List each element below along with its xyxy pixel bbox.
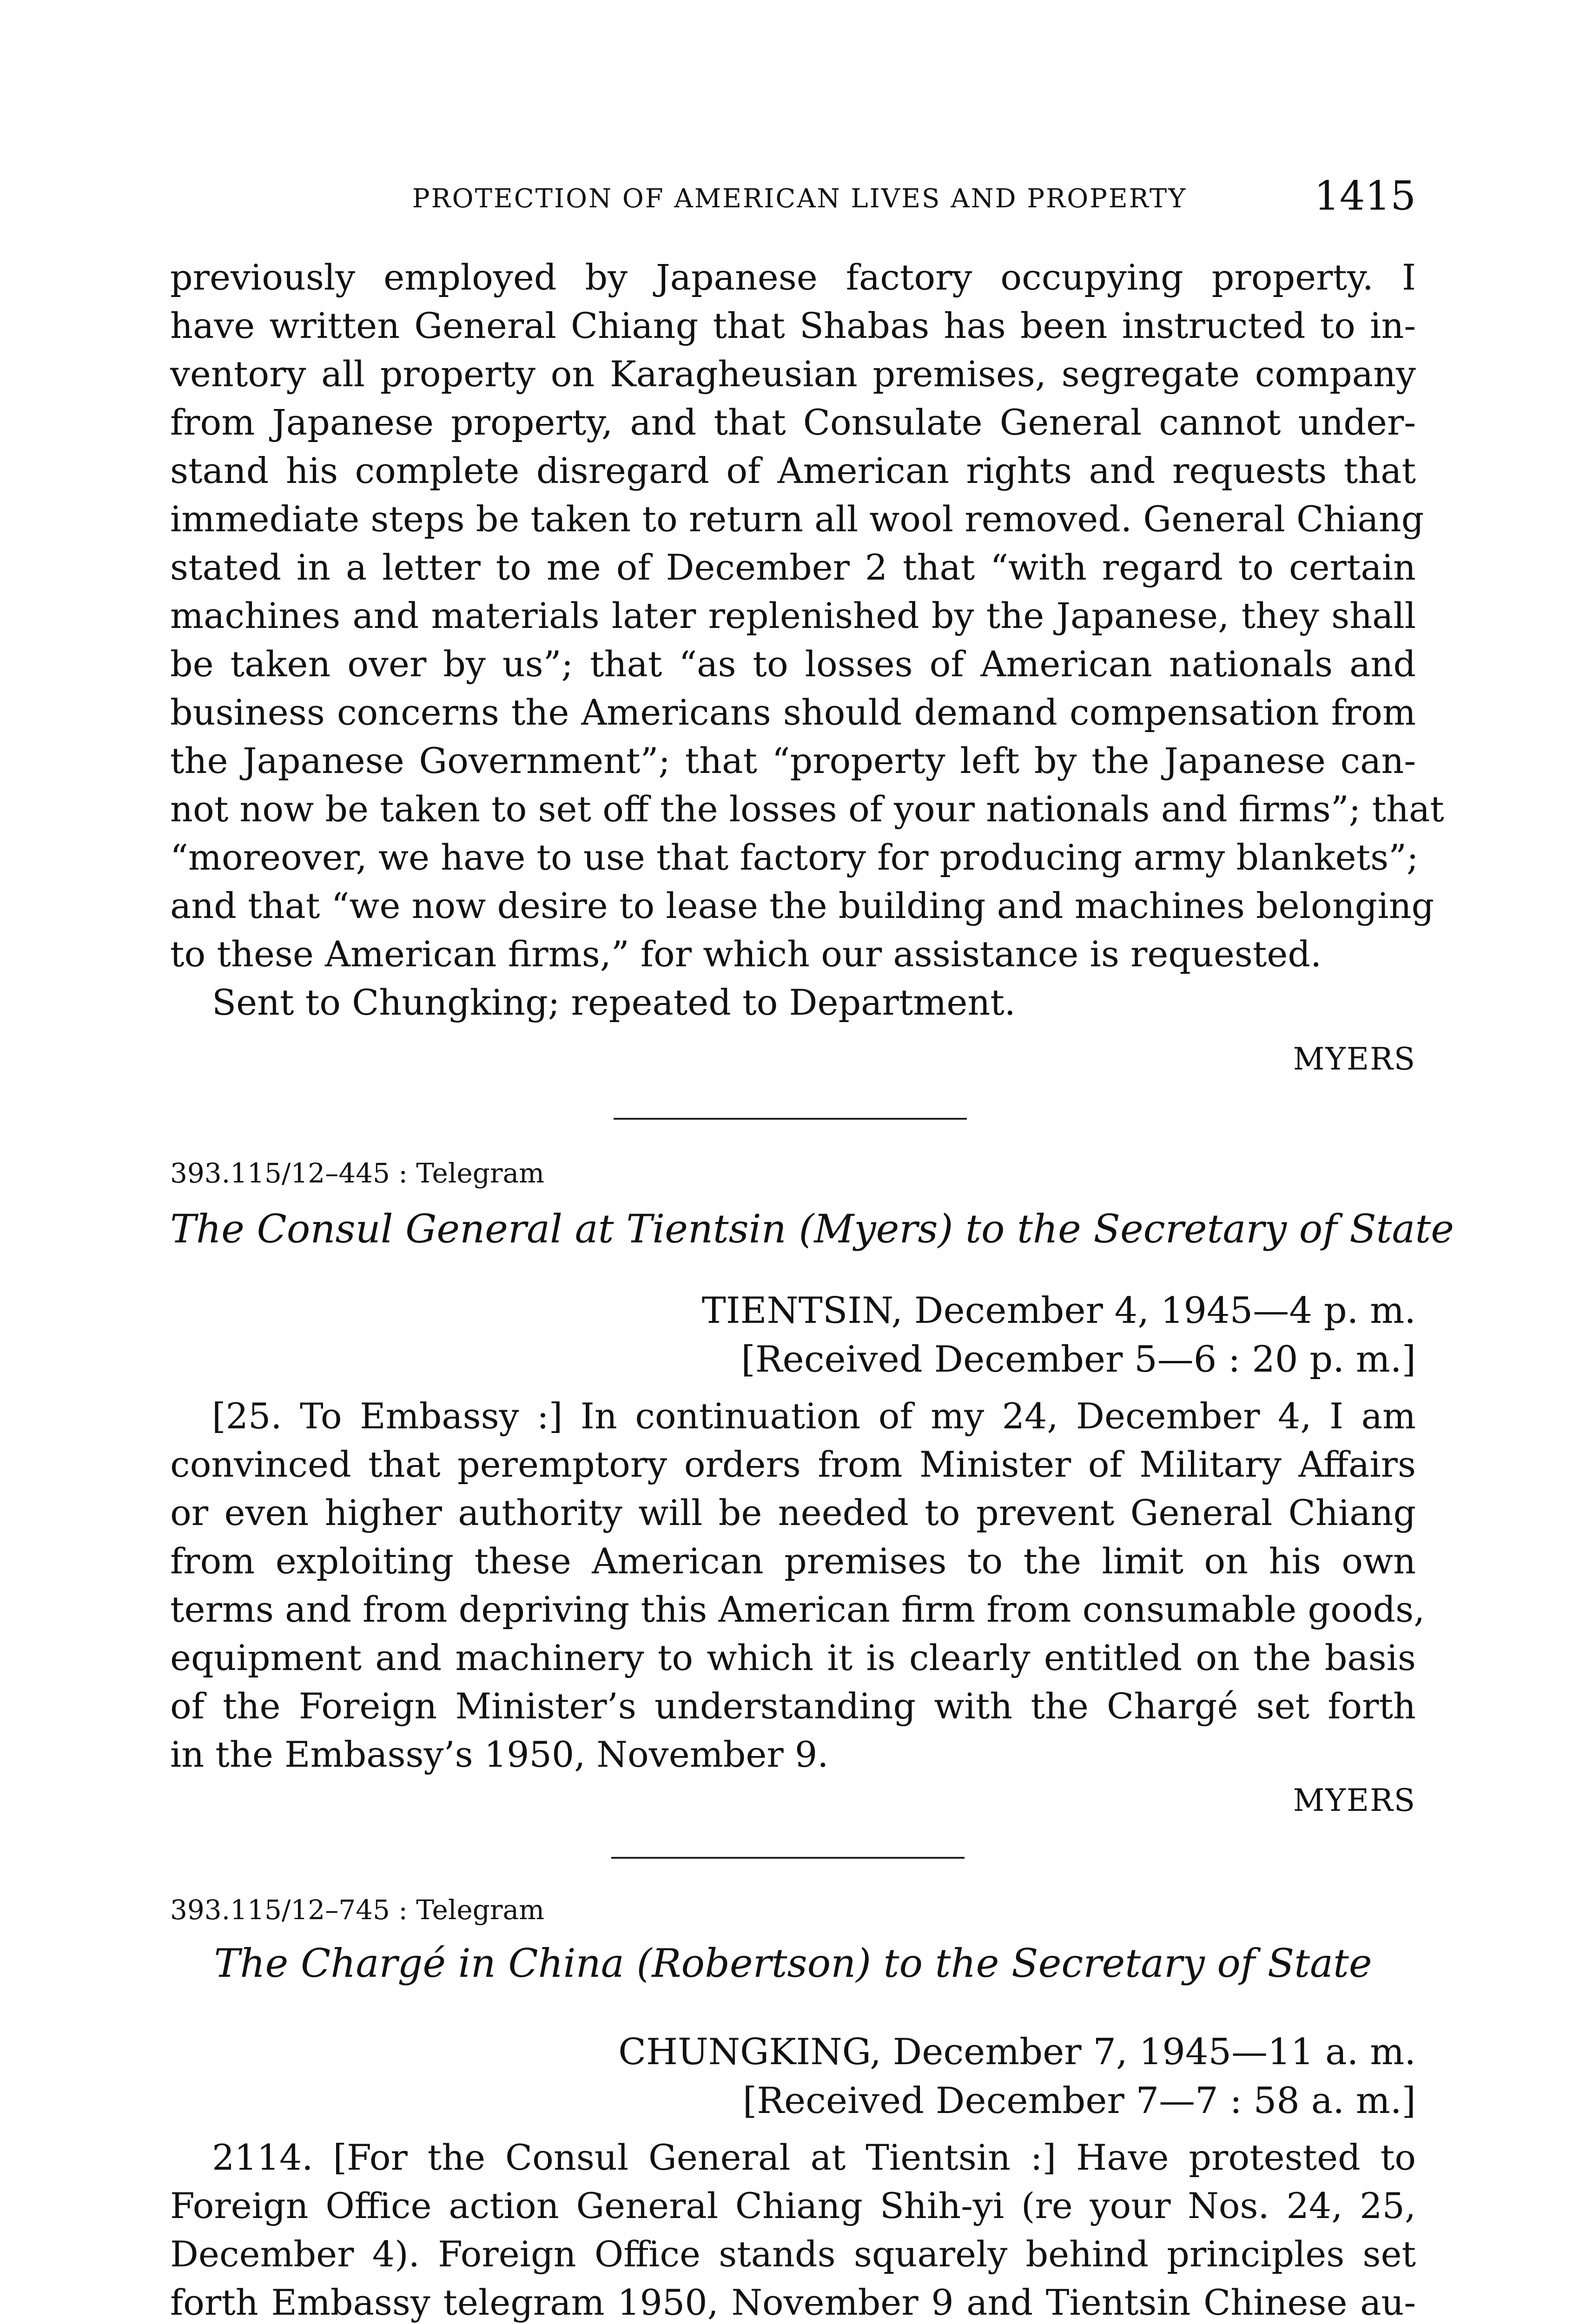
- text-line: equipment and machinery to which it is clearly entitled on the basis: [170, 1637, 1416, 1678]
- text-line: machines and materials later replenished by the Japanese, they shall: [170, 595, 1416, 636]
- text-line: previously employed by Japanese factory occupying property. I: [170, 257, 1416, 298]
- document-heading: The Consul General at Tientsin (Myers) to the Secretary of State: [170, 1206, 1454, 1252]
- doc2-body: [170, 1392, 1425, 1779]
- text-line: the Japanese Government”; that “property left by the Japanese can-: [170, 740, 1416, 781]
- text-line: and that “we now desire to lease the building and machines belonging: [170, 885, 1434, 926]
- text-line: “moreover, we have to use that factory for producing army blankets”;: [170, 837, 1419, 878]
- text-line: from exploiting these American premises to the limit on his own: [170, 1540, 1416, 1582]
- text-line: or even higher authority will be needed to prevent General Chiang: [170, 1492, 1416, 1533]
- text-line: from Japanese property, and that Consulate General cannot under-: [170, 402, 1416, 443]
- text-line: not now be taken to set off the losses of your nationals and firms”; that: [170, 788, 1444, 830]
- text-line: [25. To Embassy :] In continuation of my 24, December 4, I am: [212, 1395, 1416, 1437]
- text-line: stated in a letter to me of December 2 that “with regard to certain: [170, 547, 1416, 588]
- text-line: terms and from depriving this American firm from consumable goods,: [170, 1589, 1425, 1630]
- section1-body: [170, 253, 1444, 1027]
- text-line: Foreign Office action General Chiang Shih-yi (re your Nos. 24, 25,: [170, 2185, 1416, 2226]
- section-divider: [614, 1118, 967, 1120]
- dateline: CHUNGKING, December 7, 1945—11 a. m.: [618, 2031, 1416, 2073]
- text-line: December 4). Foreign Office stands squarely behind principles set: [170, 2233, 1416, 2275]
- file-reference: 393.115/12–745 : Telegram: [170, 1894, 545, 1926]
- text-line: in the Embassy’s 1950, November 9.: [170, 1734, 829, 1775]
- text-line: to these American firms,” for which our assistance is requested.: [170, 933, 1322, 975]
- section-divider: [611, 1857, 965, 1859]
- text-line: forth Embassy telegram 1950, November 9 and Tientsin Chinese au-: [170, 2282, 1416, 2323]
- received-line: [Received December 5—6 : 20 p. m.]: [741, 1339, 1416, 1380]
- text-line: business concerns the Americans should demand compensation from: [170, 692, 1416, 733]
- text-line: stand his complete disregard of American rights and requests that: [170, 450, 1416, 491]
- text-line: immediate steps be taken to return all wool removed. General Chiang: [170, 498, 1424, 540]
- document-heading: The Chargé in China (Robertson) to the Secretary of State: [214, 1941, 1372, 1986]
- text-line: ventory all property on Karagheusian premises, segregate company: [170, 353, 1416, 395]
- page-number: 1415: [1314, 173, 1416, 219]
- signature: MYERS: [1293, 1783, 1416, 1818]
- text-line: have written General Chiang that Shabas has been instructed to in-: [170, 305, 1416, 346]
- text-line: of the Foreign Minister’s understanding with the Chargé set forth: [170, 1685, 1416, 1727]
- file-reference: 393.115/12–445 : Telegram: [170, 1157, 545, 1189]
- received-line: [Received December 7—7 : 58 a. m.]: [742, 2080, 1416, 2122]
- signature: MYERS: [1293, 1041, 1416, 1077]
- doc3-body: [170, 2133, 1416, 2324]
- dateline: TIENTSIN, December 4, 1945—4 p. m.: [701, 1290, 1416, 1332]
- text-line: Sent to Chungking; repeated to Department.: [212, 982, 1016, 1023]
- text-line: 2114. [For the Consul General at Tientsin :] Have protested to: [212, 2137, 1416, 2178]
- text-line: be taken over by us”; that “as to losses of American nationals and: [170, 643, 1416, 685]
- text-line: convinced that peremptory orders from Minister of Military Affairs: [170, 1444, 1416, 1485]
- running-title: PROTECTION OF AMERICAN LIVES AND PROPERTY: [412, 184, 1187, 214]
